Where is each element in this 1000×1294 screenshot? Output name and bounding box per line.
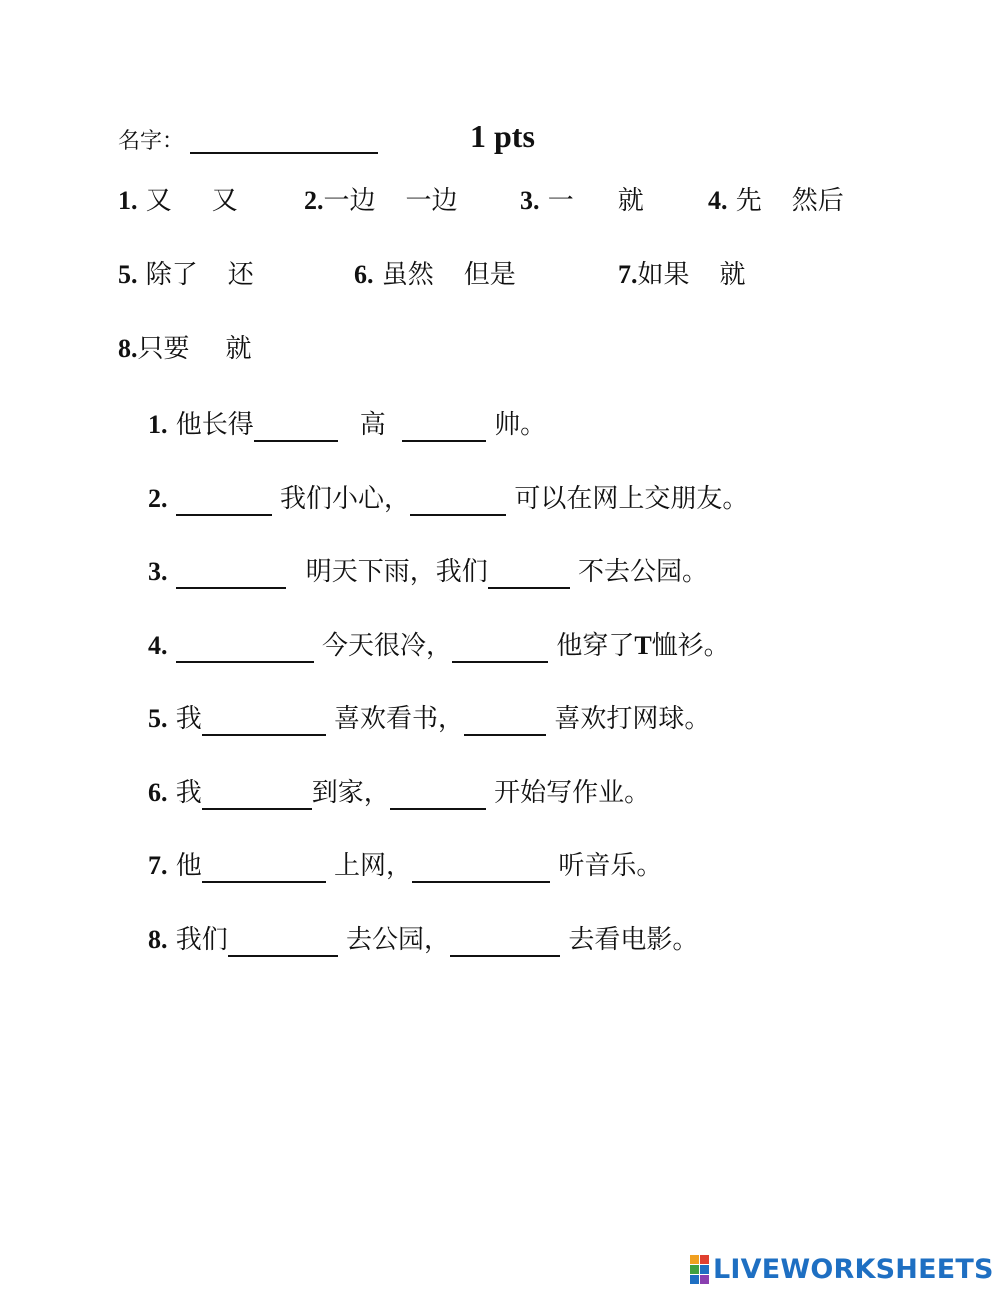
word-bank-item: 7.如果 就 bbox=[618, 260, 746, 290]
question-8: 8. 我们 去公园， 去看电影。 bbox=[148, 921, 698, 957]
liveworksheets-logo bbox=[690, 1252, 994, 1286]
answer-blank[interactable] bbox=[202, 847, 326, 883]
answer-blank[interactable] bbox=[452, 627, 548, 663]
word-bank-item: 3. 一 就 bbox=[520, 186, 644, 216]
answer-blank[interactable] bbox=[176, 480, 272, 516]
question-3: 3. 明天下雨，我们 不去公园。 bbox=[148, 553, 708, 589]
question-2: 2. 我们小心， 可以在网上交朋友。 bbox=[148, 480, 748, 516]
word-bank-item: 2.一边 一边 bbox=[304, 186, 458, 216]
answer-blank[interactable] bbox=[254, 406, 338, 442]
answer-blank[interactable] bbox=[410, 480, 506, 516]
word-bank-item: 1. 又 又 bbox=[118, 186, 238, 216]
points-label: 1 pts bbox=[470, 118, 535, 154]
answer-blank[interactable] bbox=[464, 700, 546, 736]
answer-blank[interactable] bbox=[488, 553, 570, 589]
answer-blank[interactable] bbox=[390, 774, 486, 810]
answer-blank[interactable] bbox=[176, 627, 314, 663]
question-7: 7. 他 上网， 听音乐。 bbox=[148, 847, 662, 883]
logo-mark-icon bbox=[690, 1255, 709, 1284]
answer-blank[interactable] bbox=[450, 921, 560, 957]
word-bank-item: 5. 除了 还 bbox=[118, 260, 254, 290]
answer-blank[interactable] bbox=[402, 406, 486, 442]
answer-blank[interactable] bbox=[176, 553, 286, 589]
logo-text: LIVEWORKSHEETS bbox=[713, 1253, 994, 1285]
answer-blank[interactable] bbox=[228, 921, 338, 957]
name-input[interactable] bbox=[190, 118, 378, 154]
name-label: 名字： bbox=[118, 129, 185, 154]
question-6: 6. 我 到家， 开始写作业。 bbox=[148, 774, 650, 810]
word-bank-item: 8.只要 就 bbox=[118, 334, 252, 364]
question-5: 5. 我 喜欢看书， 喜欢打网球。 bbox=[148, 700, 710, 736]
question-1: 1. 他长得 高 帅。 bbox=[148, 406, 546, 442]
answer-blank[interactable] bbox=[202, 700, 326, 736]
answer-blank[interactable] bbox=[202, 774, 312, 810]
word-bank-item: 6. 虽然 但是 bbox=[354, 260, 516, 290]
word-bank-item: 4. 先 然后 bbox=[708, 186, 844, 216]
question-4: 4. 今天很冷， 他穿了T恤衫。 bbox=[148, 627, 730, 663]
answer-blank[interactable] bbox=[412, 847, 550, 883]
